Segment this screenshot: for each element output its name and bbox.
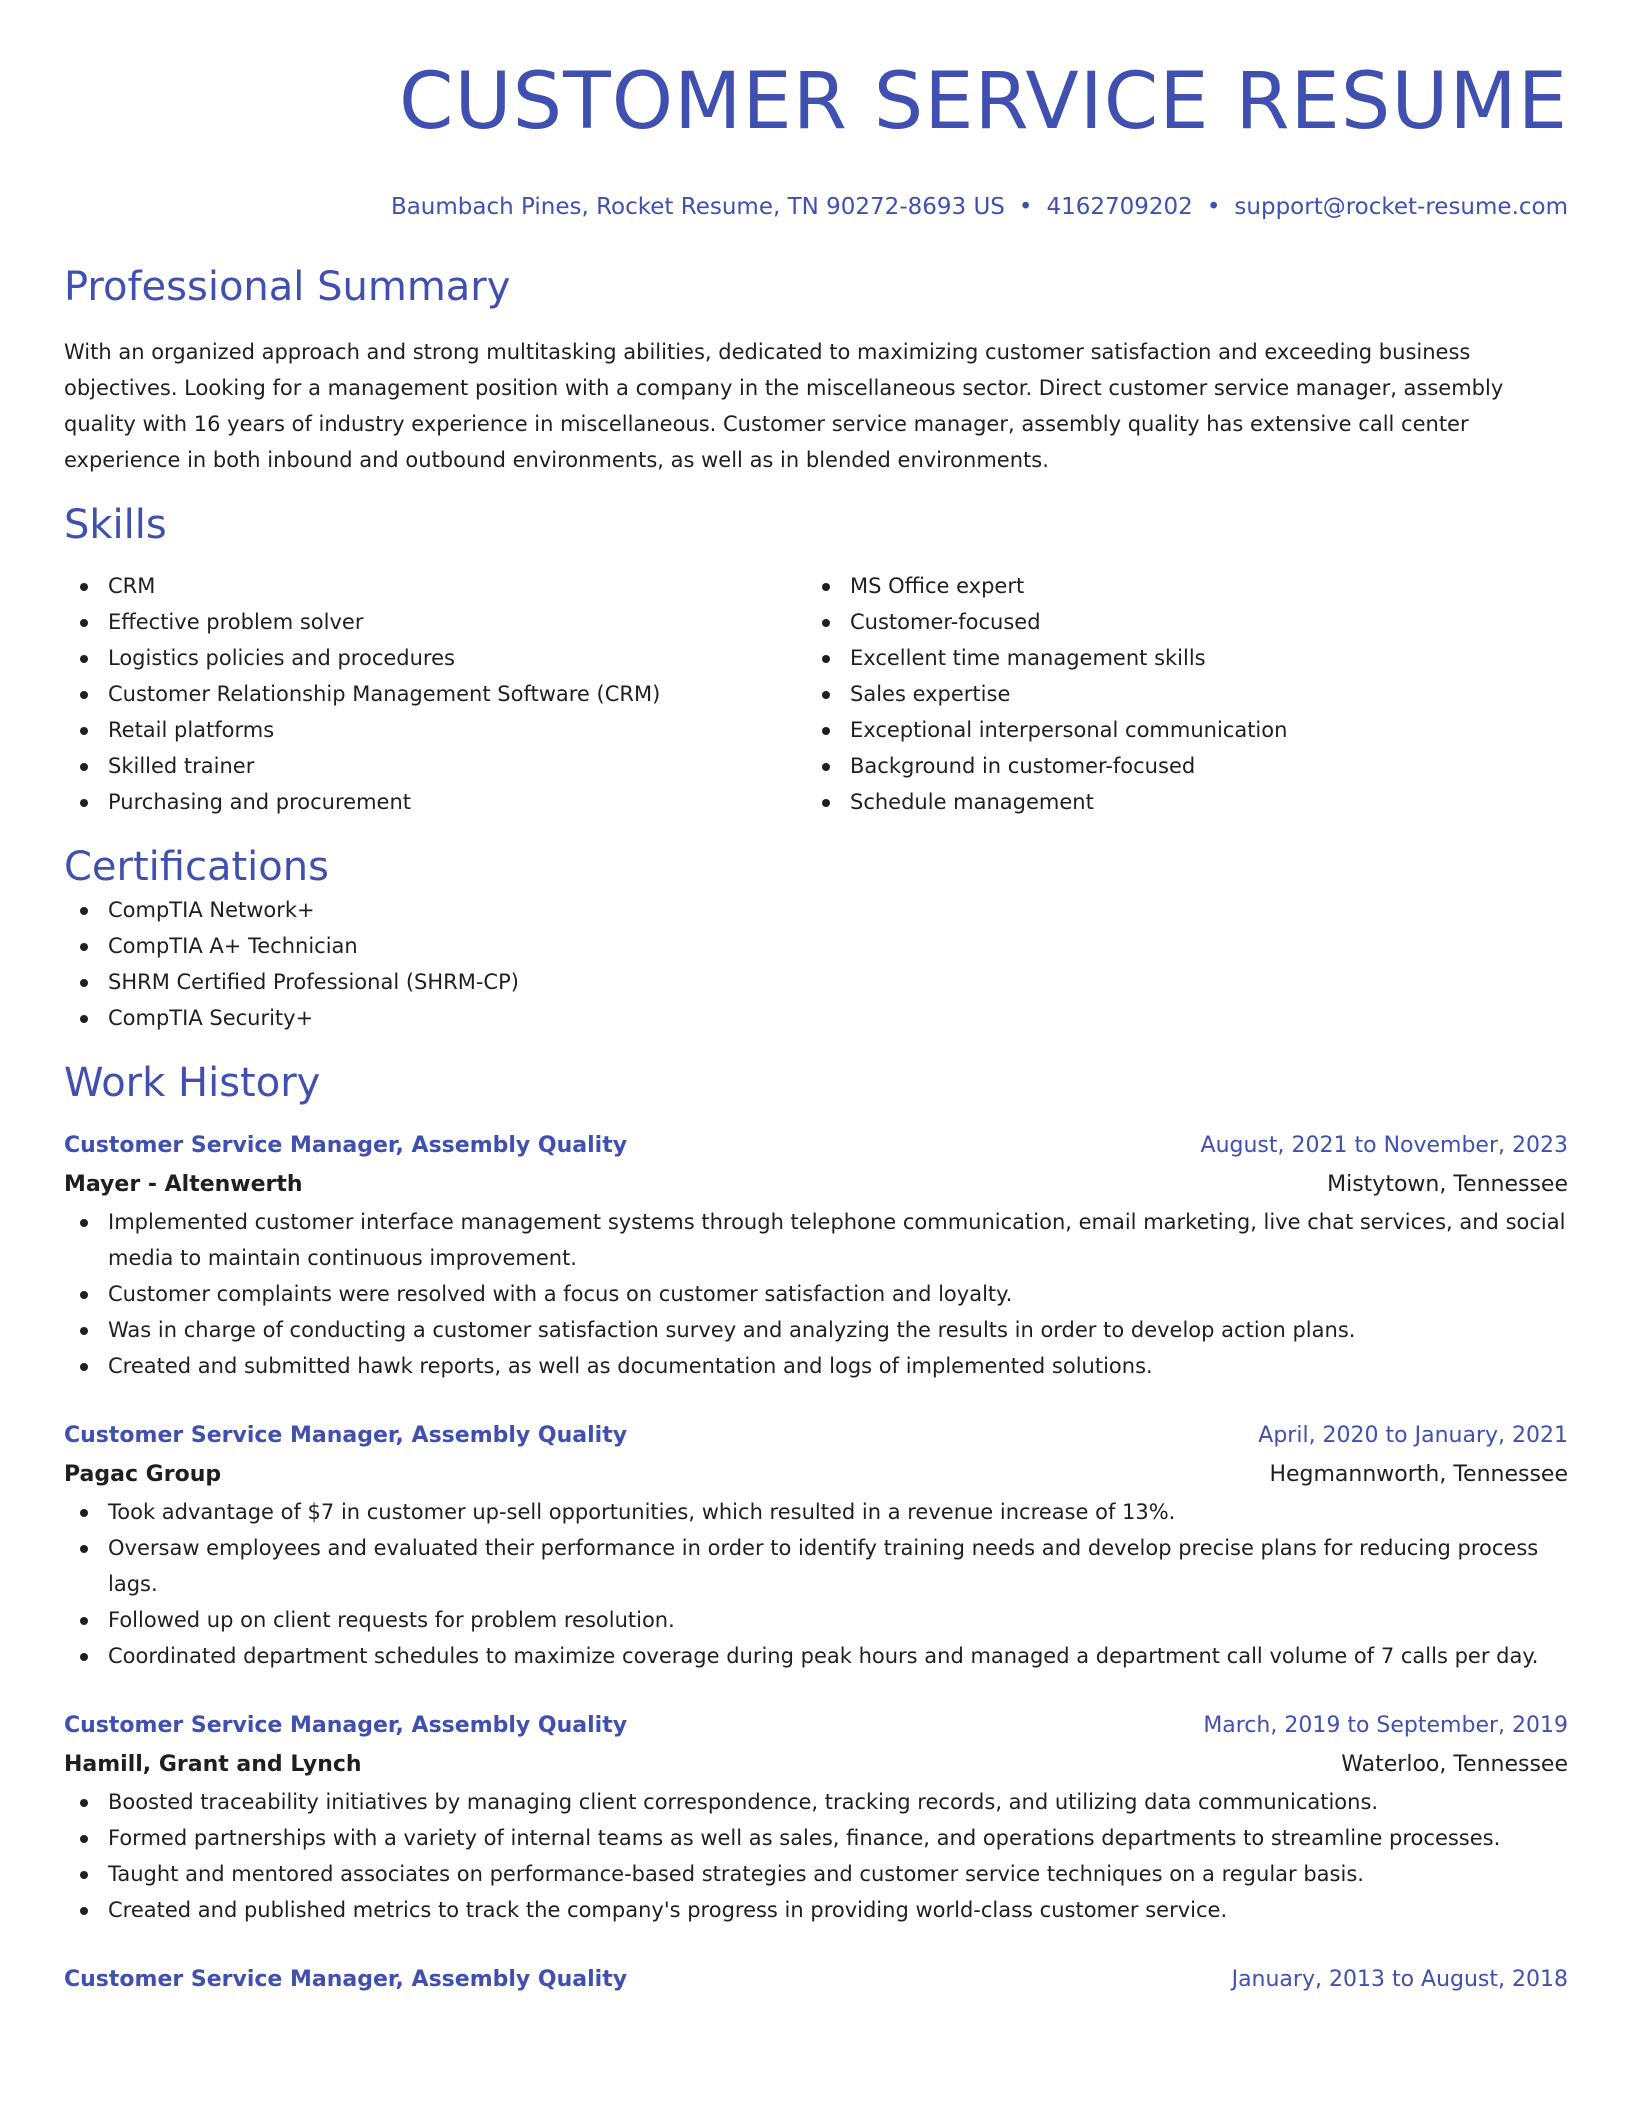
job-duty: Was in charge of conducting a customer satisfaction survey and analyzing the results in order to develop action plans. xyxy=(64,1312,1568,1348)
job-company-row xyxy=(64,1746,1568,1784)
job-duty: Implemented customer interface management systems through telephone communication, email marketing, live chat services, and social media to maintain continuous improvement. xyxy=(64,1204,1568,1276)
contact-address: Baumbach Pines, Rocket Resume, TN 90272-8693 US xyxy=(390,194,1005,220)
job-duty: Took advantage of $7 in customer up-sell opportunities, which resulted in a revenue increase of 13%. xyxy=(64,1494,1568,1530)
job-duty: Followed up on client requests for problem resolution. xyxy=(64,1602,1568,1638)
section-title-summary: Professional Summary xyxy=(64,264,511,310)
skill-item: Excellent time management skills xyxy=(806,640,1548,676)
skill-item: Purchasing and procurement xyxy=(64,784,806,820)
certification-item: SHRM Certified Professional (SHRM-CP) xyxy=(64,964,1568,1000)
skill-item: Schedule management xyxy=(806,784,1548,820)
certification-item: CompTIA Network+ xyxy=(64,892,1568,928)
summary-text: With an organized approach and strong multitasking abilities, dedicated to maximizing customer satisfaction and exceeding business objectives. Looking for a management position with a company in the miscellaneous sector. Direct customer service manager, assembly quality with 16 years of industry experience in miscellaneous. Customer service manager, assembly quality has extensive call center experience in both inbound and outbound environments, as well as in blended environments. xyxy=(64,340,1504,472)
job-entry xyxy=(64,1960,1568,2000)
job-duty: Created and published metrics to track the company's progress in providing world-class customer service. xyxy=(64,1892,1568,1928)
section-title-work-history: Work History xyxy=(64,1060,321,1106)
job-header-row xyxy=(64,1126,1568,1166)
job-title: Customer Service Manager, Assembly Quality xyxy=(64,1423,628,1448)
skill-item: Retail platforms xyxy=(64,712,806,748)
contact-line xyxy=(64,192,1568,222)
job-dates: March, 2019 to September, 2019 xyxy=(1203,1713,1568,1738)
section-title-skills: Skills xyxy=(64,502,167,548)
job-duty: Coordinated department schedules to maximize coverage during peak hours and managed a department call volume of 7 calls per day. xyxy=(64,1638,1568,1674)
job-company-row xyxy=(64,1456,1568,1494)
job-duty: Boosted traceability initiatives by managing client correspondence, tracking records, and utilizing data communications. xyxy=(64,1784,1568,1820)
skill-item: Exceptional interpersonal communication xyxy=(806,712,1548,748)
skill-item: Background in customer-focused xyxy=(806,748,1548,784)
job-duties-list xyxy=(64,1784,1568,1928)
job-duties-list xyxy=(64,1204,1568,1384)
skill-item: CRM xyxy=(64,568,806,604)
skill-item: Customer-focused xyxy=(806,604,1548,640)
job-company: Pagac Group xyxy=(64,1462,222,1487)
section-title-certifications: Certifications xyxy=(64,844,329,890)
skills-list-right xyxy=(806,568,1548,820)
skill-item: Skilled trainer xyxy=(64,748,806,784)
skill-item: Customer Relationship Management Software (CRM) xyxy=(64,676,806,712)
job-entry xyxy=(64,1416,1568,1674)
resume-title: CUSTOMER SERVICE RESUME xyxy=(399,57,1568,147)
job-duties-list xyxy=(64,1494,1568,1674)
resume-page xyxy=(64,0,1568,2000)
skill-item: Sales expertise xyxy=(806,676,1548,712)
job-dates: January, 2013 to August, 2018 xyxy=(1231,1967,1568,1992)
job-title: Customer Service Manager, Assembly Quality xyxy=(64,1967,628,1992)
certification-item: CompTIA A+ Technician xyxy=(64,928,1568,964)
job-header-row xyxy=(64,1960,1568,2000)
job-duty: Created and submitted hawk reports, as well as documentation and logs of implemented solutions. xyxy=(64,1348,1568,1384)
skill-item: MS Office expert xyxy=(806,568,1548,604)
job-location: Waterloo, Tennessee xyxy=(1341,1752,1568,1777)
skills-list-left xyxy=(64,568,806,820)
job-duty: Customer complaints were resolved with a focus on customer satisfaction and loyalty. xyxy=(64,1276,1568,1312)
job-location: Mistytown, Tennessee xyxy=(1327,1172,1568,1197)
skill-item: Logistics policies and procedures xyxy=(64,640,806,676)
job-location: Hegmannworth, Tennessee xyxy=(1269,1462,1568,1487)
contact-phone: 4162709202 xyxy=(1046,194,1193,220)
job-company: Mayer - Altenwerth xyxy=(64,1172,303,1197)
contact-separator: • xyxy=(1018,194,1033,220)
job-dates: April, 2020 to January, 2021 xyxy=(1258,1423,1568,1448)
job-company: Hamill, Grant and Lynch xyxy=(64,1752,362,1777)
job-duty: Oversaw employees and evaluated their performance in order to identify training needs and develop precise plans for reducing process lags. xyxy=(64,1530,1568,1602)
job-title: Customer Service Manager, Assembly Quality xyxy=(64,1713,628,1738)
job-entry xyxy=(64,1706,1568,1928)
skill-item: Effective problem solver xyxy=(64,604,806,640)
contact-email: support@rocket-resume.com xyxy=(1234,194,1568,220)
job-duty: Formed partnerships with a variety of internal teams as well as sales, finance, and operations departments to streamline processes. xyxy=(64,1820,1568,1856)
certification-item: CompTIA Security+ xyxy=(64,1000,1568,1036)
skills-grid xyxy=(64,568,1568,820)
job-dates: August, 2021 to November, 2023 xyxy=(1200,1133,1568,1158)
job-header-row xyxy=(64,1416,1568,1456)
contact-separator: • xyxy=(1206,194,1221,220)
job-company-row xyxy=(64,1166,1568,1204)
job-entry xyxy=(64,1126,1568,1384)
job-header-row xyxy=(64,1706,1568,1746)
job-title: Customer Service Manager, Assembly Quality xyxy=(64,1133,628,1158)
certifications-list xyxy=(64,892,1568,1036)
job-duty: Taught and mentored associates on performance-based strategies and customer service techniques on a regular basis. xyxy=(64,1856,1568,1892)
